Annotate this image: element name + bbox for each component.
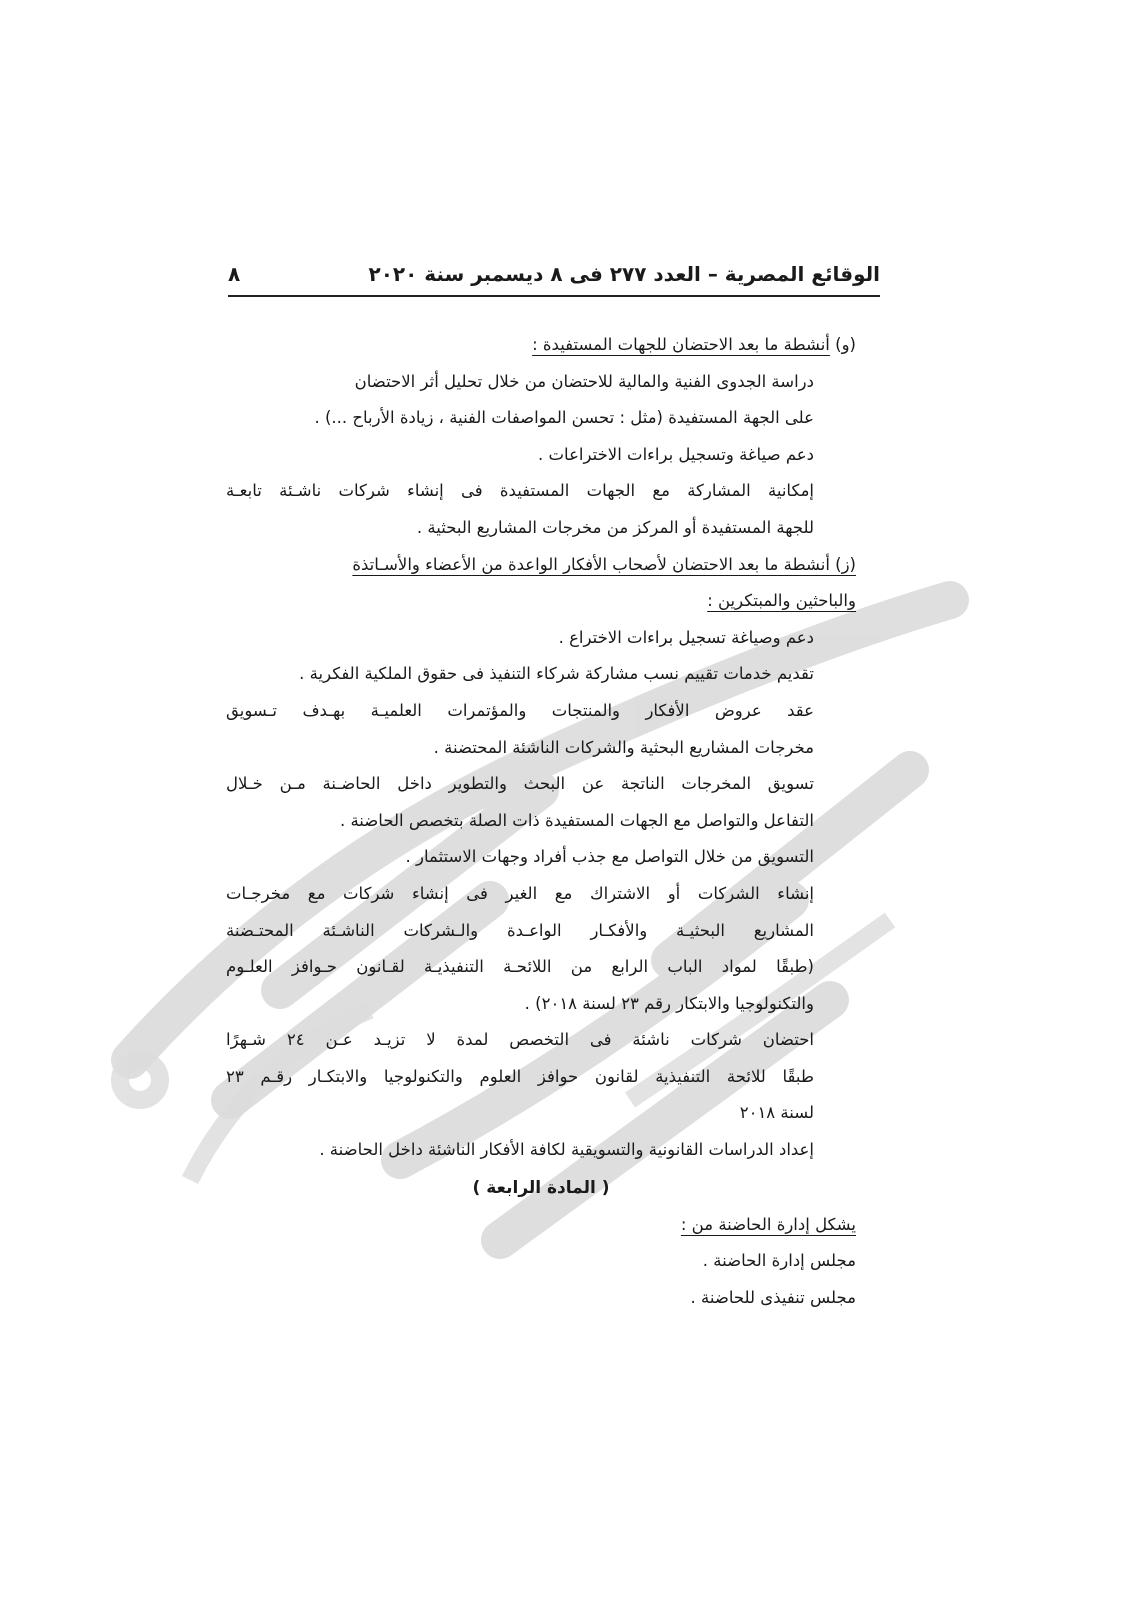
section-z-line: التسويق من خلال التواصل مع جذب أفراد وجهات الاستثمار . — [405, 847, 814, 867]
section-w-line: للجهة المستفيدة أو المركز من مخرجات المشاريع البحثية . — [416, 517, 814, 537]
article-four-intro: يشكل إدارة الحاضنة من : — [680, 1214, 856, 1234]
article-four-item: مجلس تنفيذى للحاضنة . — [690, 1287, 856, 1307]
section-w-line: دراسة الجدوى الفنية والمالية للاحتضان من خلال تحليل أثر الاحتضان — [354, 371, 814, 391]
section-z-line: تسويق المخرجات الناتجة عن البحث والتطوير داخل الحاضـنة مـن خـلال — [226, 774, 814, 794]
article-four-item: مجلس إدارة الحاضنة . — [702, 1251, 856, 1271]
section-z-heading-cont: والباحثين والمبتكرين : — [707, 591, 856, 611]
section-z-line: (طبقًا لمواد الباب الرابع من اللائحـة التنفيذيـة لقـانون حـوافز العلـوم — [226, 957, 814, 977]
section-z-line: المشاريع البحثيـة والأفكـار الواعـدة والـشركات الناشـئة المحتـضنة — [226, 920, 814, 940]
document-body — [226, 327, 856, 1316]
section-w-line: إمكانية المشاركة مع الجهات المستفيدة فى إنشاء شركات ناشـئة تابعـة — [226, 481, 814, 501]
section-z-line: إعداد الدراسات القانونية والتسويقية لكافة الأفكار الناشئة داخل الحاضنة . — [319, 1140, 814, 1160]
section-z-line: طبقًا للائحة التنفيذية لقانون حوافز العلوم والتكنولوجيا والابتكـار رقـم ٢٣ — [226, 1066, 814, 1086]
section-z-line: مخرجات المشاريع البحثية والشركات الناشئة المحتضنة . — [433, 737, 814, 757]
section-z-line: دعم وصياغة تسجيل براءات الاختراع . — [558, 627, 814, 647]
section-z-line: والتكنولوجيا والابتكار رقم ٢٣ لسنة ٢٠١٨) . — [524, 993, 814, 1013]
section-z-line: لسنة ٢٠١٨ — [739, 1103, 814, 1123]
section-z-heading: (ز) أنشطة ما بعد الاحتضان لأصحاب الأفكار الواعدة من الأعضاء والأسـاتذة — [352, 554, 856, 574]
page-header — [228, 253, 880, 297]
gazette-title: الوقائع المصرية – العدد ٢٧٧ فى ٨ ديسمبر سنة ٢٠٢٠ — [368, 262, 880, 286]
section-w-line: دعم صياغة وتسجيل براءات الاختراعات . — [538, 444, 814, 464]
section-z-line: تقديم خدمات تقييم نسب مشاركة شركاء التنفيذ فى حقوق الملكية الفكرية . — [299, 664, 814, 684]
section-w-heading-text: أنشطة ما بعد الاحتضان للجهات المستفيدة : — [532, 335, 830, 354]
article-four-title: ( المادة الرابعة ) — [472, 1177, 610, 1198]
section-w-heading — [226, 327, 856, 364]
section-z-line: التفاعل والتواصل مع الجهات المستفيدة ذات الصلة بتخصص الحاضنة . — [339, 810, 814, 830]
section-w-line: على الجهة المستفيدة (مثل : تحسن المواصفات الفنية ، زيادة الأرباح ...) . — [314, 408, 814, 428]
section-w-prefix: (و) — [835, 335, 856, 354]
section-z-line: احتضان شركات ناشئة فى التخصص لمدة لا تزيـد عـن ٢٤ شـهرًا — [226, 1030, 815, 1050]
page-number: ٨ — [228, 262, 241, 286]
section-z-line: إنشاء الشركات أو الاشتراك مع الغير فى إنشاء شركات مع مخرجـات — [226, 883, 814, 903]
section-z-line: عقد عروض الأفكار والمنتجات والمؤتمرات العلميـة بهـدف تـسويق — [226, 700, 814, 720]
